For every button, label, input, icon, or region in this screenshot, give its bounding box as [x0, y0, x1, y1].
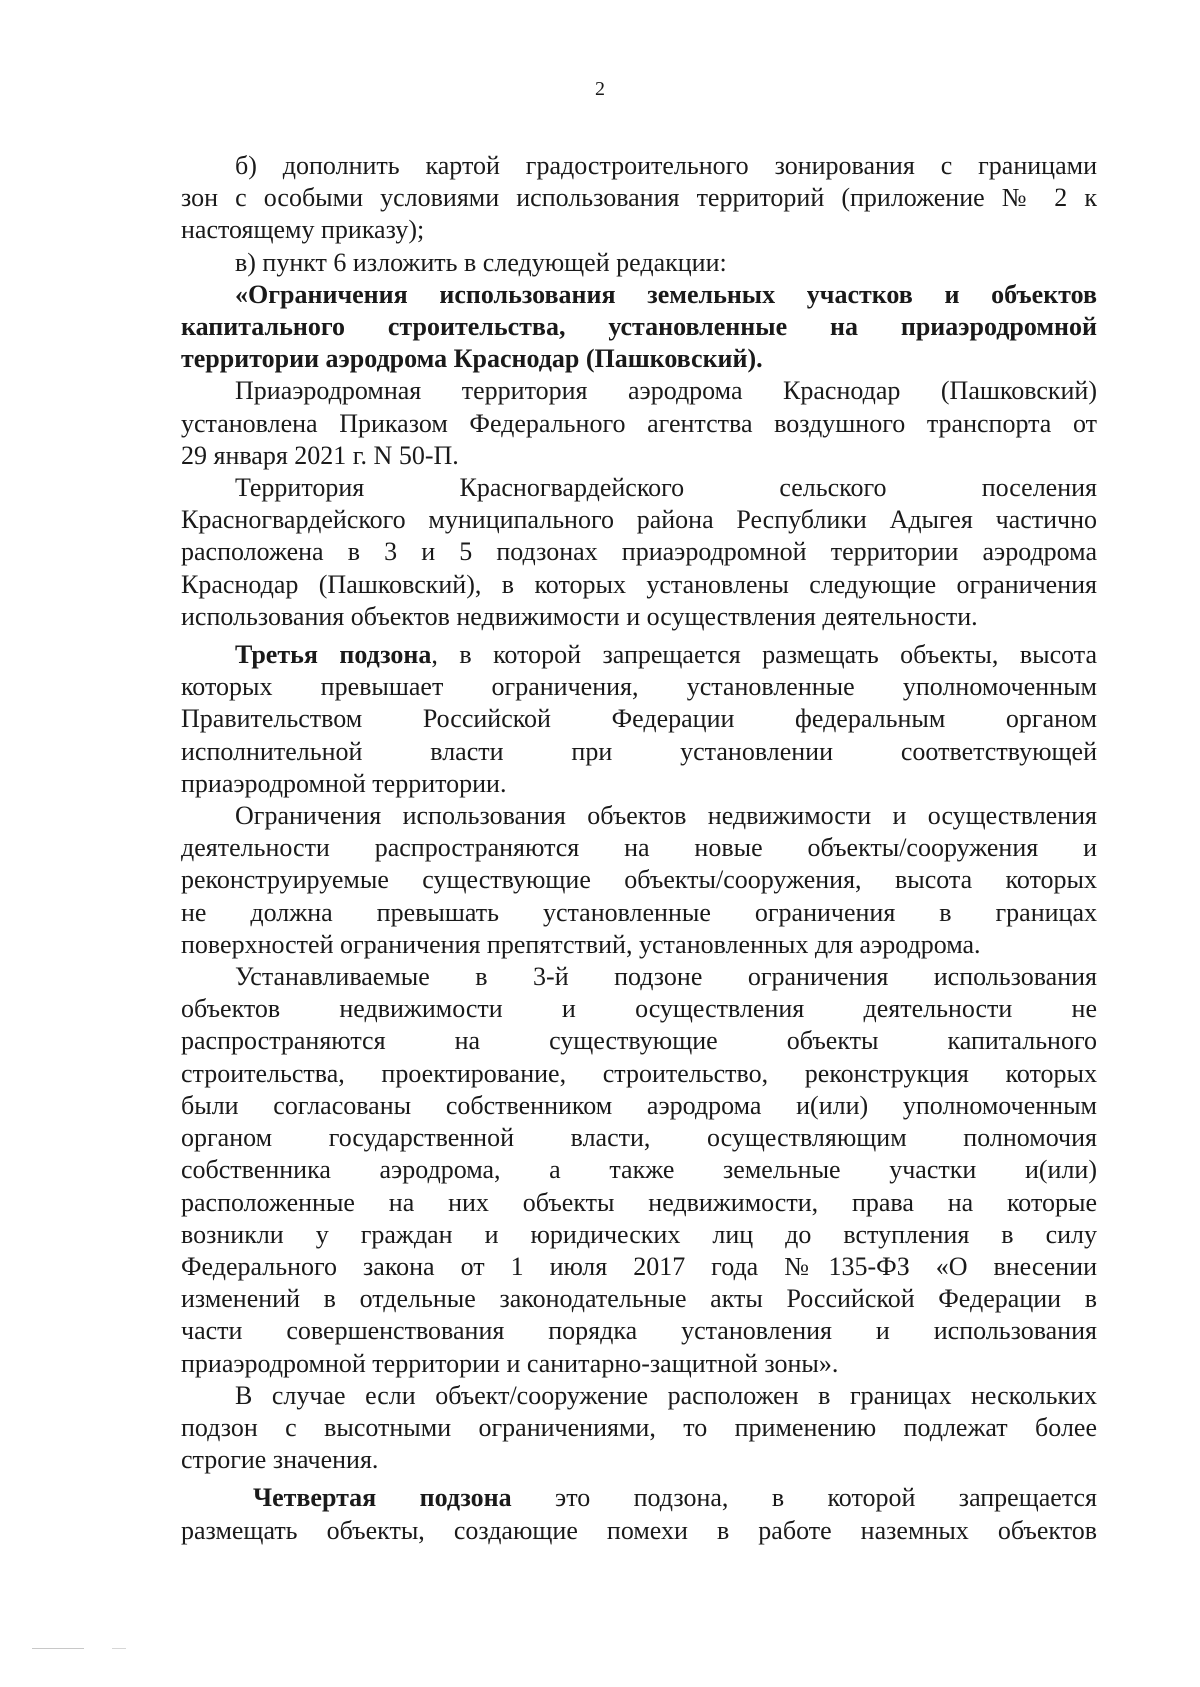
paragraph-territory-line-4: Краснодар (Пашковский), в которых установлены следующие ограничения [181, 569, 1097, 599]
paragraph-exceptions-line-13: приаэродромной территории и санитарно-защитной зоны». [181, 1348, 839, 1378]
paragraph-v-line-1: в) пункт 6 изложить в следующей редакции: [235, 247, 727, 277]
paragraph-territory-line-3: расположена в 3 и 5 подзонах приаэродромной территории аэродрома [181, 537, 1097, 567]
paragraph-exceptions-line-3: распространяются на существующие объекты капитального [181, 1026, 1097, 1056]
heading-line-3: территории аэродрома Краснодар (Пашковский). [181, 344, 763, 374]
paragraph-third-subzone-line-5: приаэродромной территории. [181, 768, 507, 798]
paragraph-third-subzone-line-4: исполнительной власти при установлении соответствующей [181, 736, 1097, 766]
scan-artifact-dash [112, 1648, 126, 1649]
paragraph-multiple-subzones-line-3: строгие значения. [181, 1445, 379, 1475]
fourth-subzone-term: Четвертая подзона [253, 1483, 512, 1513]
third-subzone-text: , в которой запрещается размещать объекты, высота [431, 640, 1097, 670]
paragraph-territory-line-5: использования объектов недвижимости и осуществления деятельности. [181, 601, 978, 631]
paragraph-exceptions-line-4: строительства, проектирование, строительство, реконструкция которых [181, 1058, 1097, 1088]
third-subzone-term: Третья подзона [235, 640, 432, 670]
page-number: 2 [595, 78, 605, 100]
paragraph-exceptions-line-7: собственника аэродрома, а также земельные участки и(или) [181, 1155, 1097, 1185]
paragraph-exceptions-line-2: объектов недвижимости и осуществления деятельности не [181, 994, 1097, 1024]
paragraph-restrictions-line-2: деятельности распространяются на новые объекты/сооружения и [181, 833, 1097, 863]
document-body [181, 150, 1097, 1547]
paragraph-b-line-2: зон с особыми условиями использования территорий (приложение № 2 к [181, 183, 1097, 213]
paragraph-restrictions-line-3: реконструируемые существующие объекты/сооружения, высота которых [181, 865, 1097, 895]
paragraph-restrictions-line-1: Ограничения использования объектов недвижимости и осуществления [235, 801, 1097, 831]
heading-line-1: «Ограничения использования земельных участков и объектов [235, 279, 1097, 309]
paragraph-restrictions-line-5: поверхностей ограничения препятствий, установленных для аэродрома. [181, 929, 981, 959]
paragraph-exceptions-line-1: Устанавливаемые в 3-й подзоне ограничения использования [235, 962, 1097, 992]
paragraph-b-line-3: настоящему приказу); [181, 215, 425, 245]
paragraph-fourth-subzone-line-2: размещать объекты, создающие помехи в работе наземных объектов [181, 1515, 1097, 1545]
paragraph-airfield-line-2: установлена Приказом Федерального агентства воздушного транспорта от [181, 408, 1097, 438]
paragraph-exceptions-line-5: были согласованы собственником аэродрома и(или) уполномоченным [181, 1090, 1097, 1120]
paragraph-exceptions-line-9: возникли у граждан и юридических лиц до вступления в силу [181, 1219, 1097, 1249]
paragraph-third-subzone-line-1 [181, 639, 1097, 671]
paragraph-exceptions-line-11: изменений в отдельные законодательные акты Российской Федерации в [181, 1284, 1097, 1314]
paragraph-multiple-subzones-line-2: подзон с высотными ограничениями, то применению подлежат более [181, 1412, 1097, 1442]
paragraph-exceptions-line-12: части совершенствования порядка установления и использования [181, 1316, 1097, 1346]
fourth-subzone-text: это подзона, в которой запрещается [511, 1483, 1098, 1513]
paragraph-exceptions-line-10: Федерального закона от 1 июля 2017 года №135-ФЗ «О внесении [181, 1251, 1097, 1281]
paragraph-fourth-subzone-line-1 [181, 1482, 1097, 1514]
paragraph-territory-line-2: Красногвардейского муниципального района Республики Адыгея частично [181, 505, 1097, 535]
paragraph-territory-line-1: Территория Красногвардейского сельского поселения [235, 473, 1097, 503]
paragraph-b-line-1: б) дополнить картой градостроительного зонирования с границами [235, 151, 1097, 180]
paragraph-airfield-line-3: 29 января 2021 г. N 50-П. [181, 440, 459, 470]
paragraph-airfield-line-1: Приаэродромная территория аэродрома Краснодар (Пашковский) [235, 376, 1097, 406]
paragraph-restrictions-line-4: не должна превышать установленные ограничения в границах [181, 897, 1097, 927]
heading-line-2: капитального строительства, установленные на приаэродромной [181, 312, 1097, 342]
paragraph-exceptions-line-6: органом государственной власти, осуществляющим полномочия [181, 1123, 1097, 1153]
paragraph-multiple-subzones-line-1: В случае если объект/сооружение расположен в границах нескольких [235, 1380, 1097, 1410]
scan-artifact-line [32, 1648, 84, 1649]
paragraph-third-subzone-line-2: которых превышает ограничения, установленные уполномоченным [181, 672, 1097, 702]
paragraph-exceptions-line-8: расположенные на них объекты недвижимости, права на которые [181, 1187, 1097, 1217]
paragraph-third-subzone-line-3: Правительством Российской Федерации федеральным органом [181, 704, 1097, 734]
